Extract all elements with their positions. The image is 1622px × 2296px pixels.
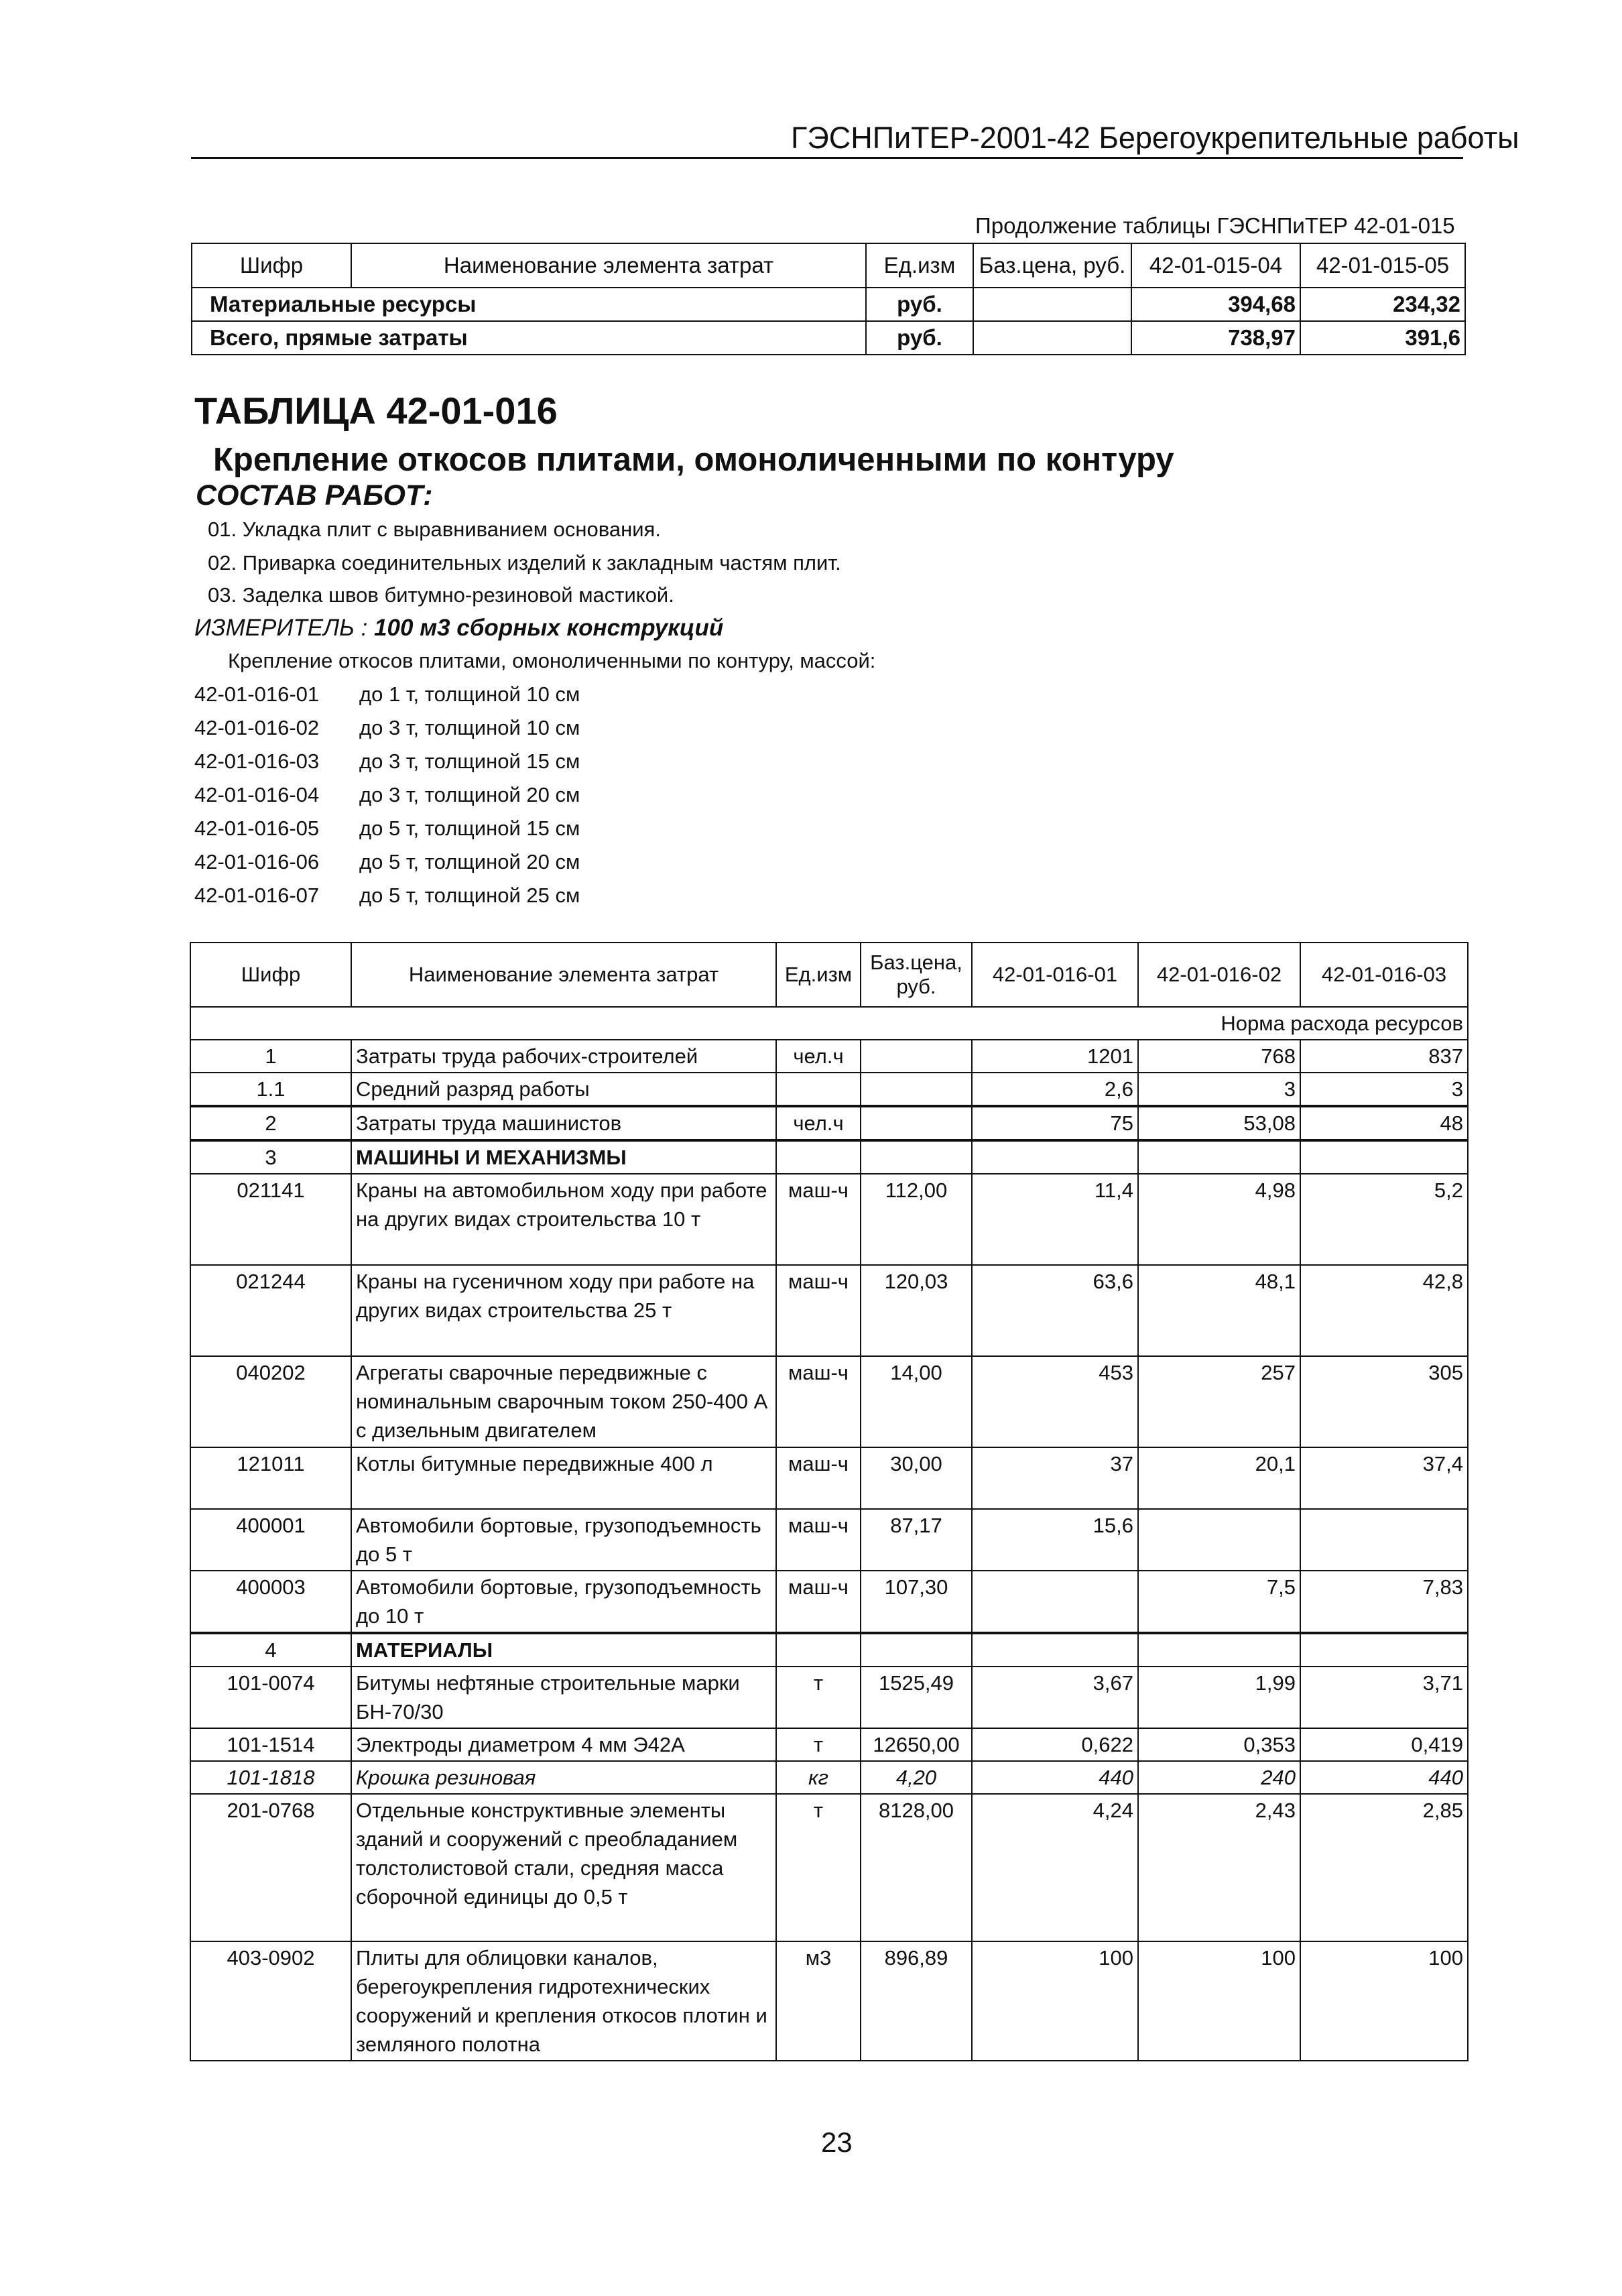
header-cell: 42-01-016-02 <box>1138 943 1300 1007</box>
row-name: Отдельные конструктивные элементы зданий и сооружений с преобладанием толстолистовой стали, средняя масса сборочной единицы до 0,5 т <box>351 1794 776 1941</box>
row-code: 403-0902 <box>190 1941 351 2061</box>
row-unit: маш-ч <box>776 1265 861 1356</box>
row-value: 257 <box>1138 1356 1300 1447</box>
row-unit: маш-ч <box>776 1447 861 1509</box>
row-value: 1201 <box>972 1040 1138 1073</box>
row-value <box>972 1571 1138 1633</box>
table-row <box>190 1106 1468 1140</box>
work-step: 01. Укладка плит с выравниванием основания. <box>208 518 661 541</box>
row-price: 4,20 <box>861 1761 972 1794</box>
row-code: 2 <box>190 1106 351 1140</box>
continuation-note: Продолжение таблицы ГЭСНПиТЕР 42-01-015 <box>975 213 1455 238</box>
row-value: 63,6 <box>972 1265 1138 1356</box>
row-unit: маш-ч <box>776 1356 861 1447</box>
row-name: Битумы нефтяные строительные марки БН-70/30 <box>351 1667 776 1728</box>
row-name: Краны на гусеничном ходу при работе на других видах строительства 25 т <box>351 1265 776 1356</box>
row-value: 37 <box>972 1447 1138 1509</box>
previous-table <box>191 243 1466 355</box>
header-cell: 42-01-015-05 <box>1300 243 1465 288</box>
header-cell: Наименование элемента затрат <box>351 943 776 1007</box>
row-name: Средний разряд работы <box>351 1073 776 1106</box>
resource-table <box>190 942 1469 2061</box>
row-value: 240 <box>1138 1761 1300 1794</box>
norm-code: 42-01-016-06 <box>194 850 320 873</box>
row-price: 30,00 <box>861 1447 972 1509</box>
measure-line <box>194 615 723 642</box>
row-name: Электроды диаметром 4 мм Э42А <box>351 1728 776 1761</box>
norm-desc: до 5 т, толщиной 20 см <box>359 850 580 873</box>
table-subtitle: Крепление откосов плитами, омоноличенными по контуру <box>213 442 1174 478</box>
row-value: 20,1 <box>1138 1447 1300 1509</box>
row-code: 101-0074 <box>190 1667 351 1728</box>
row-value: 2,85 <box>1300 1794 1468 1941</box>
header-cell: Баз.цена, руб. <box>861 943 972 1007</box>
row-price: 1525,49 <box>861 1667 972 1728</box>
norm-code: 42-01-016-05 <box>194 817 320 840</box>
row-value: 3 <box>1300 1073 1468 1106</box>
running-header: ГЭСНПиТЕР-2001-42 Берегоукрепительные работы <box>791 121 1519 155</box>
norm-code: 42-01-016-04 <box>194 783 320 806</box>
row-price: 87,17 <box>861 1509 972 1571</box>
row-value: 3 <box>1138 1073 1300 1106</box>
row-value: 11,4 <box>972 1174 1138 1265</box>
row-name: Материальные ресурсы <box>192 288 866 321</box>
row-unit <box>776 1073 861 1106</box>
row-value: 15,6 <box>972 1509 1138 1571</box>
table-row <box>192 321 1465 355</box>
table-row <box>190 1447 1468 1509</box>
table-row <box>190 1040 1468 1073</box>
header-cell: 42-01-015-04 <box>1131 243 1300 288</box>
norm-desc: до 5 т, толщиной 25 см <box>359 884 580 907</box>
row-name: Затраты труда машинистов <box>351 1106 776 1140</box>
measure-label: ИЗМЕРИТЕЛЬ : <box>194 615 368 641</box>
row-price <box>973 321 1131 355</box>
table-row <box>190 1073 1468 1106</box>
row-value: 0,353 <box>1138 1728 1300 1761</box>
row-value: 440 <box>972 1761 1138 1794</box>
row-unit: т <box>776 1794 861 1941</box>
section-row <box>190 1140 1468 1174</box>
row-code: 021141 <box>190 1174 351 1265</box>
row-value: 48,1 <box>1138 1265 1300 1356</box>
table-row <box>190 1794 1468 1941</box>
row-value: 391,6 <box>1300 321 1465 355</box>
norm-desc: до 1 т, толщиной 10 см <box>359 682 580 706</box>
table-row <box>192 288 1465 321</box>
work-step: 02. Приварка соединительных изделий к закладным частям плит. <box>208 551 841 575</box>
row-price: 14,00 <box>861 1356 972 1447</box>
row-value: 100 <box>1300 1941 1468 2061</box>
page-number: 23 <box>821 2126 853 2158</box>
row-code: 121011 <box>190 1447 351 1509</box>
row-name: Автомобили бортовые, грузоподъемность до 10 т <box>351 1571 776 1633</box>
row-name: Затраты труда рабочих-строителей <box>351 1040 776 1073</box>
row-value: 440 <box>1300 1761 1468 1794</box>
norm-desc: до 3 т, толщиной 20 см <box>359 783 580 806</box>
header-cell: Шифр <box>192 243 351 288</box>
row-value: 0,419 <box>1300 1728 1468 1761</box>
section-title: МАШИНЫ И МЕХАНИЗМЫ <box>351 1140 776 1174</box>
norm-desc: до 3 т, толщиной 10 см <box>359 716 580 739</box>
row-value: 738,97 <box>1131 321 1300 355</box>
norm-desc: до 3 т, толщиной 15 см <box>359 749 580 773</box>
row-code: 040202 <box>190 1356 351 1447</box>
row-unit: маш-ч <box>776 1174 861 1265</box>
row-price: 120,03 <box>861 1265 972 1356</box>
table-row <box>190 1174 1468 1265</box>
norm-code: 42-01-016-07 <box>194 884 320 907</box>
row-name: Котлы битумные передвижные 400 л <box>351 1447 776 1509</box>
header-cell: Ед.изм <box>776 943 861 1007</box>
row-unit: чел.ч <box>776 1040 861 1073</box>
table-row <box>190 1761 1468 1794</box>
norm-code: 42-01-016-03 <box>194 749 320 773</box>
row-unit: руб. <box>866 288 973 321</box>
row-unit: кг <box>776 1761 861 1794</box>
row-value: 53,08 <box>1138 1106 1300 1140</box>
row-code: 1 <box>190 1040 351 1073</box>
header-cell: Ед.изм <box>866 243 973 288</box>
header-cell: 42-01-016-03 <box>1300 943 1468 1007</box>
row-value: 453 <box>972 1356 1138 1447</box>
row-value: 48 <box>1300 1106 1468 1140</box>
row-code: 400001 <box>190 1509 351 1571</box>
row-value: 1,99 <box>1138 1667 1300 1728</box>
row-price: 12650,00 <box>861 1728 972 1761</box>
row-value <box>1300 1509 1468 1571</box>
work-step: 03. Заделка швов битумно-резиновой мастикой. <box>208 583 674 607</box>
row-name: Крошка резиновая <box>351 1761 776 1794</box>
row-value: 234,32 <box>1300 288 1465 321</box>
row-price: 107,30 <box>861 1571 972 1633</box>
row-value: 3,71 <box>1300 1667 1468 1728</box>
row-name: Всего, прямые затраты <box>192 321 866 355</box>
section-row <box>190 1633 1468 1667</box>
row-name: Агрегаты сварочные передвижные с номинальным сварочным током 250-400 А с дизельным двигателем <box>351 1356 776 1447</box>
header-cell: 42-01-016-01 <box>972 943 1138 1007</box>
row-unit: руб. <box>866 321 973 355</box>
row-price <box>973 288 1131 321</box>
row-unit: маш-ч <box>776 1509 861 1571</box>
row-value: 768 <box>1138 1040 1300 1073</box>
row-value: 0,622 <box>972 1728 1138 1761</box>
row-unit: т <box>776 1728 861 1761</box>
row-price: 8128,00 <box>861 1794 972 1941</box>
row-value: 37,4 <box>1300 1447 1468 1509</box>
row-unit: маш-ч <box>776 1571 861 1633</box>
sostav-label: СОСТАВ РАБОТ: <box>196 479 433 511</box>
row-value: 3,67 <box>972 1667 1138 1728</box>
table-title: ТАБЛИЦА 42-01-016 <box>194 389 558 432</box>
row-unit: т <box>776 1667 861 1728</box>
row-name: Автомобили бортовые, грузоподъемность до 5 т <box>351 1509 776 1571</box>
row-value: 75 <box>972 1106 1138 1140</box>
row-price <box>861 1040 972 1073</box>
row-unit: м3 <box>776 1941 861 2061</box>
row-price <box>861 1106 972 1140</box>
row-code: 201-0768 <box>190 1794 351 1941</box>
row-value <box>1138 1509 1300 1571</box>
table-row <box>190 1667 1468 1728</box>
table-row <box>190 1265 1468 1356</box>
row-value: 4,98 <box>1138 1174 1300 1265</box>
row-value: 4,24 <box>972 1794 1138 1941</box>
table-row <box>190 1509 1468 1571</box>
table-row <box>190 1941 1468 2061</box>
row-value: 305 <box>1300 1356 1468 1447</box>
row-value: 2,43 <box>1138 1794 1300 1941</box>
row-value: 394,68 <box>1131 288 1300 321</box>
row-price: 896,89 <box>861 1941 972 2061</box>
row-value: 5,2 <box>1300 1174 1468 1265</box>
measure-value: 100 м3 сборных конструкций <box>374 615 724 641</box>
row-code: 021244 <box>190 1265 351 1356</box>
table-row <box>190 1356 1468 1447</box>
row-value: 100 <box>972 1941 1138 2061</box>
row-value: 100 <box>1138 1941 1300 2061</box>
header-cell: Шифр <box>190 943 351 1007</box>
row-price <box>861 1073 972 1106</box>
table-row <box>190 1728 1468 1761</box>
row-name: Краны на автомобильном ходу при работе на других видах строительства 10 т <box>351 1174 776 1265</box>
header-cell: Наименование элемента затрат <box>351 243 866 288</box>
row-unit: чел.ч <box>776 1106 861 1140</box>
header-cell: Баз.цена, руб. <box>973 243 1131 288</box>
row-value: 837 <box>1300 1040 1468 1073</box>
table-row <box>190 1571 1468 1633</box>
norm-desc: до 5 т, толщиной 15 см <box>359 817 580 840</box>
norm-code: 42-01-016-02 <box>194 716 320 739</box>
row-code: 101-1514 <box>190 1728 351 1761</box>
row-value: 2,6 <box>972 1073 1138 1106</box>
norm-code: 42-01-016-01 <box>194 682 320 706</box>
row-code: 3 <box>190 1140 351 1174</box>
row-value: 7,83 <box>1300 1571 1468 1633</box>
row-code: 101-1818 <box>190 1761 351 1794</box>
row-name: Плиты для облицовки каналов, берегоукрепления гидротехнических сооружений и крепления откосов плотин и земляного полотна <box>351 1941 776 2061</box>
row-code: 1.1 <box>190 1073 351 1106</box>
norma-label: Норма расхода ресурсов <box>190 1007 1468 1040</box>
header-rule <box>191 157 1463 159</box>
row-code: 4 <box>190 1633 351 1667</box>
row-value: 7,5 <box>1138 1571 1300 1633</box>
row-code: 400003 <box>190 1571 351 1633</box>
row-value: 42,8 <box>1300 1265 1468 1356</box>
section-title: МАТЕРИАЛЫ <box>351 1633 776 1667</box>
row-price: 112,00 <box>861 1174 972 1265</box>
codes-intro: Крепление откосов плитами, омоноличенными по контуру, массой: <box>228 649 876 672</box>
